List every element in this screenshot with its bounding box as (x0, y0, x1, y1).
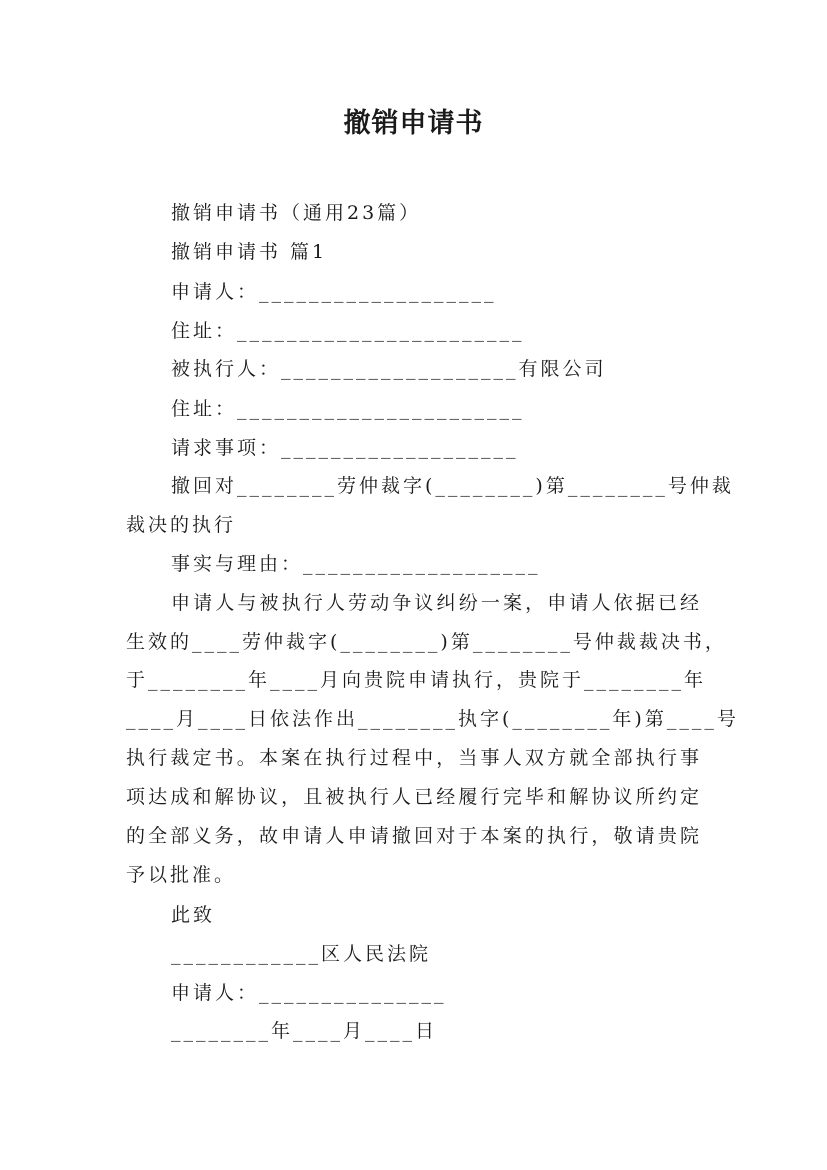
request-line: 请求事项：___________________ (171, 437, 519, 459)
request-detail-line: 撤回对________劳仲裁字(________)第________号仲裁 (171, 475, 734, 497)
date-line: ________年____月____日 (171, 1020, 438, 1042)
facts-paragraph-line: 执行裁定书。本案在执行过程中，当事人双方就全部执行事 (126, 747, 702, 769)
address-line: 住址：_______________________ (171, 320, 525, 342)
salutation: 此致 (171, 904, 216, 926)
applicant-line: 申请人：___________________ (171, 281, 497, 303)
respondent-address-line: 住址：_______________________ (171, 398, 525, 420)
respondent-line: 被执行人：___________________有限公司 (171, 358, 607, 380)
facts-paragraph-line: 申请人与被执行人劳动争议纠纷一案，申请人依据已经 (171, 592, 702, 614)
facts-paragraph-line: 项达成和解协议，且被执行人已经履行完毕和解协议所约定 (126, 786, 702, 808)
request-detail-cont: 裁决的执行 (126, 514, 237, 536)
facts-paragraph-line: 于________年____月向贵院申请执行，贵院于________年 (126, 669, 707, 691)
document-title: 撤销申请书 (343, 108, 484, 139)
signature-applicant-line: 申请人：_______________ (171, 982, 447, 1004)
facts-paragraph-line: 予以批准。 (126, 864, 237, 886)
facts-paragraph-line: ____月____日依法作出________执字(________年)第____号 (126, 708, 739, 730)
facts-line: 事实与理由：___________________ (171, 553, 541, 575)
facts-paragraph-line: 的全部义务，故申请人申请撤回对于本案的执行，敬请贵院 (126, 825, 702, 847)
court-line: ____________区人民法院 (171, 943, 432, 965)
section-heading: 撤销申请书 篇1 (171, 241, 328, 263)
facts-paragraph-line: 生效的____劳仲裁字(________)第________号仲裁裁决书， (126, 631, 727, 653)
subtitle-line: 撤销申请书（通用23篇） (171, 202, 422, 224)
